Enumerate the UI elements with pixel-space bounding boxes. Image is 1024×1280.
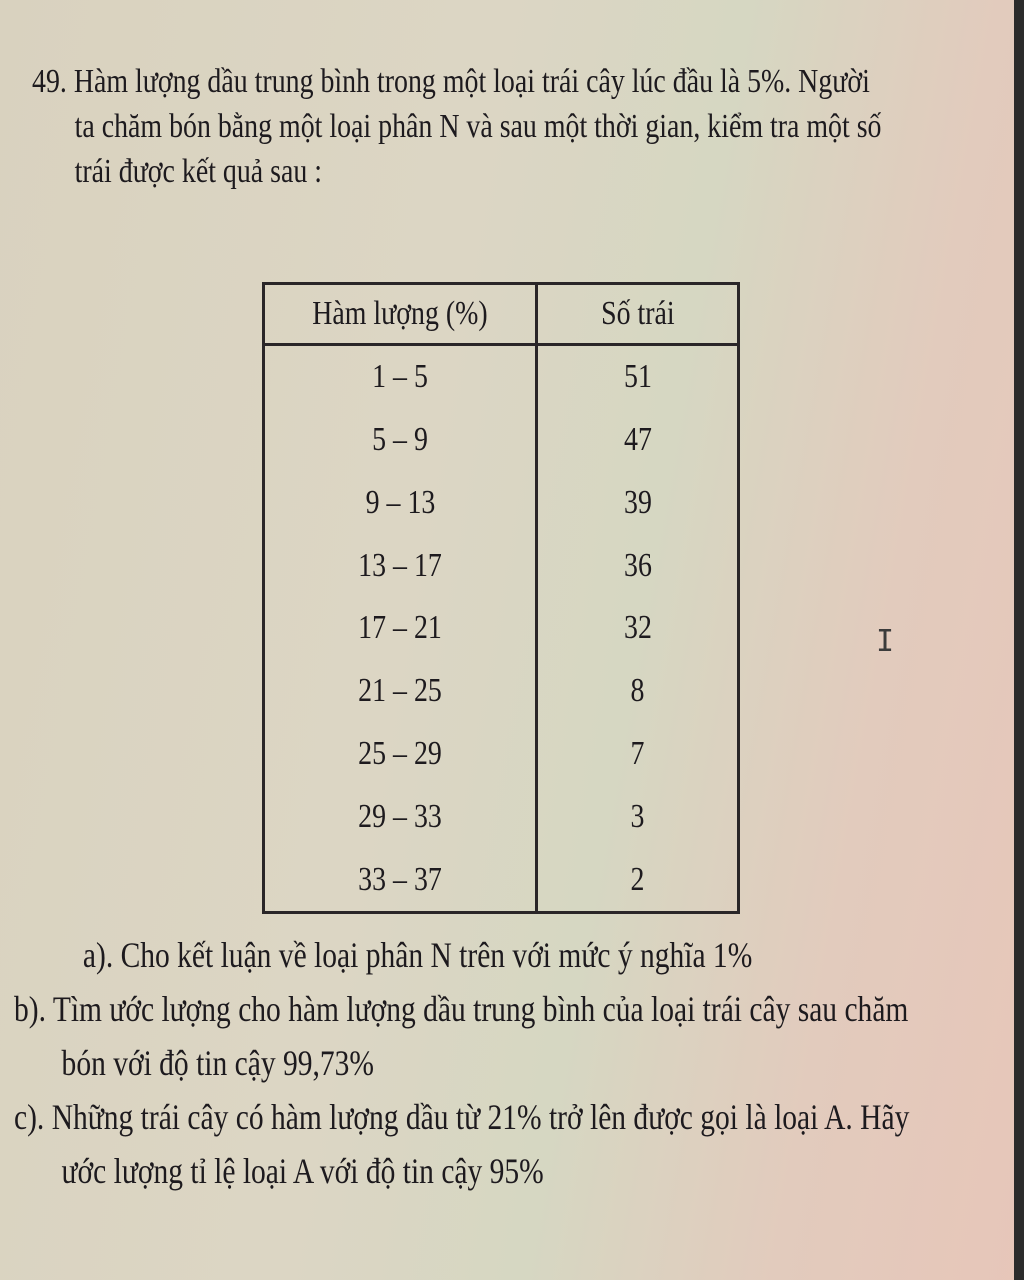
table-row — [264, 597, 739, 660]
question-b-line-1: b). Tìm ước lượng cho hàm lượng dầu trung bình của loại trái cây sau chăm — [14, 989, 909, 1029]
table-row — [264, 409, 739, 472]
header-fruit-count: Số trái — [537, 284, 739, 345]
table-row — [264, 660, 739, 723]
cell-oil-range: 5 – 9 — [264, 409, 537, 472]
cell-oil-range: 13 – 17 — [264, 534, 537, 597]
question-b-line-2: bón với độ tin cậy 99,73% — [61, 1043, 374, 1083]
cell-fruit-count: 47 — [623, 421, 652, 459]
question-c-line-2: ước lượng tỉ lệ loại A với độ tin cậy 95% — [61, 1151, 544, 1191]
cell-oil-range: 33 – 37 — [264, 848, 537, 912]
problem-number: 49. — [32, 63, 67, 100]
frequency-table — [262, 282, 740, 914]
problem-line-1 — [32, 60, 950, 105]
questions — [14, 928, 982, 1198]
cell-fruit-count: 39 — [623, 483, 652, 521]
problem-line-2: ta chăm bón bằng một loại phân N và sau một thời gian, kiểm tra một số — [74, 107, 882, 145]
cell-oil-range: 17 – 21 — [264, 597, 537, 660]
cell-oil-range: 29 – 33 — [264, 785, 537, 848]
header-oil-content: Hàm lượng (%) — [264, 284, 537, 345]
table-row — [264, 345, 739, 409]
cell-fruit-count: 36 — [623, 546, 652, 584]
table-row — [264, 848, 739, 912]
problem-line-3: trái được kết quả sau : — [74, 152, 323, 190]
table-row — [264, 785, 739, 848]
table-row — [264, 534, 739, 597]
cell-fruit-count: 51 — [623, 358, 652, 396]
cell-fruit-count: 7 — [630, 735, 645, 772]
cell-oil-range: 9 – 13 — [264, 472, 537, 535]
cell-fruit-count: 32 — [623, 609, 652, 647]
question-a: a). Cho kết luận về loại phân N trên với mức ý nghĩa 1% — [82, 935, 753, 975]
cell-oil-range: 25 – 29 — [264, 723, 537, 786]
cell-oil-range: 21 – 25 — [264, 660, 537, 723]
problem-statement — [32, 60, 950, 195]
problem-text-1: Hàm lượng dầu trung bình trong một loại trái cây lúc đầu là 5%. Người — [73, 63, 870, 100]
question-c-line-1: c). Những trái cây có hàm lượng dầu từ 21% trở lên được gọi là loại A. Hãy — [14, 1097, 910, 1137]
table-row — [264, 723, 739, 786]
cell-fruit-count: 3 — [630, 797, 645, 835]
cell-fruit-count: 2 — [630, 860, 645, 898]
cell-fruit-count: 8 — [630, 672, 645, 710]
table-header-row — [264, 284, 739, 345]
table-row — [264, 472, 739, 535]
cell-oil-range: 1 – 5 — [264, 345, 537, 409]
screen-edge — [1014, 0, 1024, 1280]
text-cursor-icon: I — [876, 624, 895, 659]
data-table-container — [262, 282, 740, 914]
